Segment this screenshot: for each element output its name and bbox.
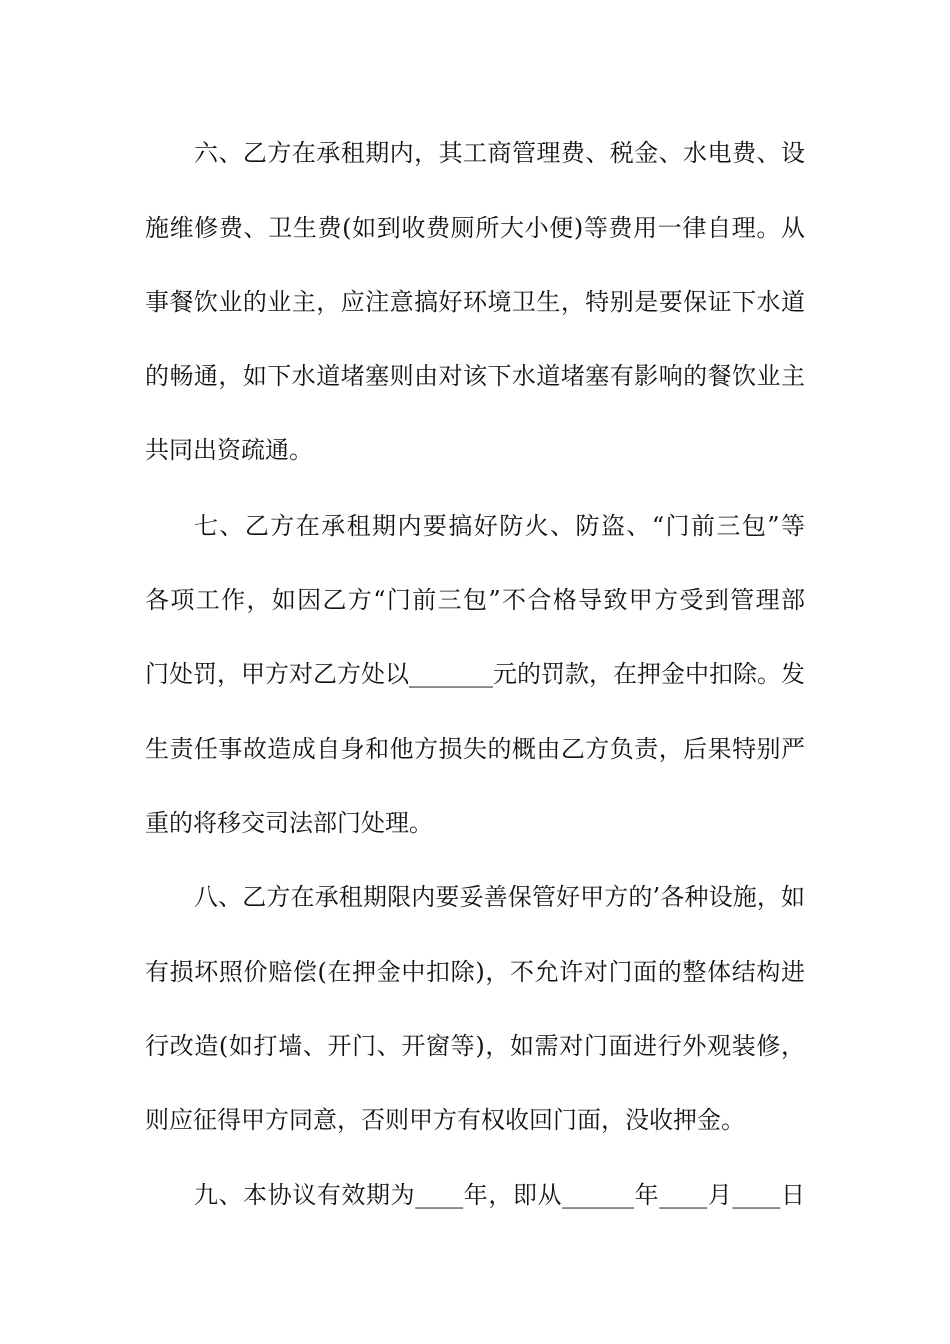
clause-six-line-3: 事餐饮业的业主，应注意搞好环境卫生，特别是要保证下水道 [145, 288, 805, 316]
clause-nine-line-1: 九、本协议有效期为____年，即从______年____月____日 [194, 1181, 805, 1209]
clause-seven-line-2: 各项工作，如因乙方“门前三包”不合格导致甲方受到管理部 [145, 586, 805, 614]
clause-six-line-2: 施维修费、卫生费(如到收费厕所大小便)等费用一律自理。从 [145, 214, 805, 242]
clause-six-line-1: 六、乙方在承租期内，其工商管理费、税金、水电费、设 [194, 139, 805, 167]
clause-six-line-4: 的畅通，如下水道堵塞则由对该下水道堵塞有影响的餐饮业主 [145, 362, 805, 390]
clause-eight-line-1: 八、乙方在承租期限内要妥善保管好甲方的’各种设施，如 [194, 883, 805, 911]
clause-seven-line-5: 重的将移交司法部门处理。 [145, 809, 433, 837]
clause-seven-line-4: 生责任事故造成自身和他方损失的概由乙方负责，后果特别严 [145, 735, 805, 763]
clause-eight-line-3: 行改造(如打墙、开门、开窗等)，如需对门面进行外观装修， [145, 1032, 805, 1060]
clause-six-line-5: 共同出资疏通。 [145, 436, 313, 464]
clause-eight-line-2: 有损坏照价赔偿(在押金中扣除)，不允许对门面的整体结构进 [145, 958, 805, 986]
clause-eight-line-4: 则应征得甲方同意，否则甲方有权收回门面，没收押金。 [145, 1106, 745, 1134]
clause-seven-line-3: 门处罚，甲方对乙方处以_______元的罚款，在押金中扣除。发 [145, 660, 805, 688]
clause-seven-line-1: 七、乙方在承租期内要搞好防火、防盗、“门前三包”等 [194, 512, 805, 540]
